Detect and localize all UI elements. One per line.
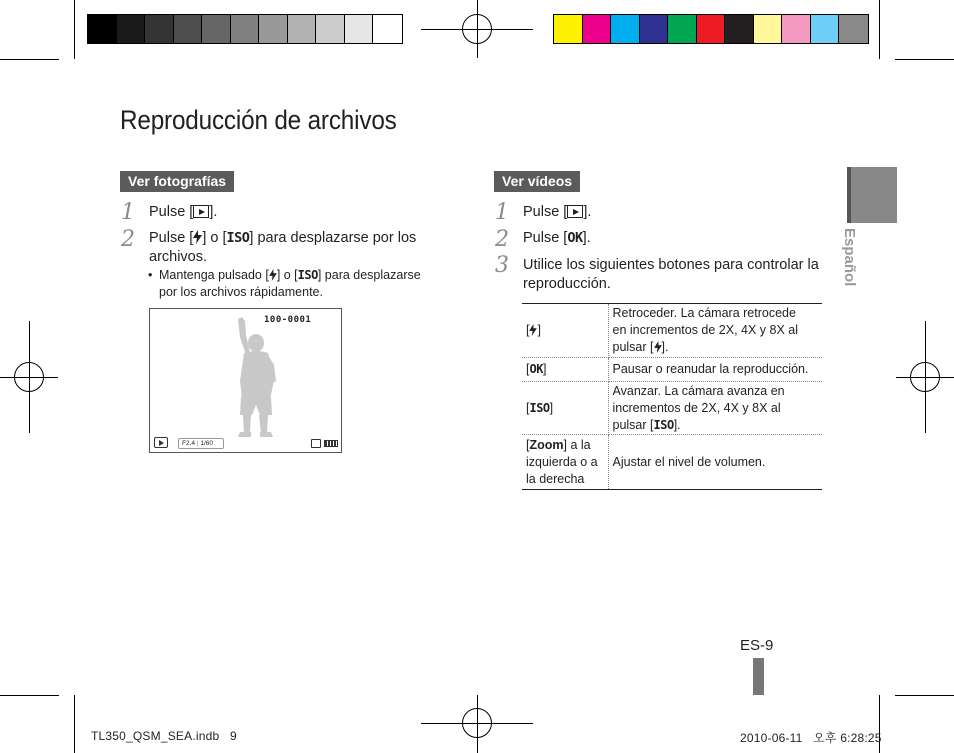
color-swatch xyxy=(554,15,583,43)
color-swatch xyxy=(754,15,783,43)
color-swatch xyxy=(583,15,612,43)
bullet-mark: • xyxy=(148,268,153,282)
step-text-part: reproducción. xyxy=(523,276,611,292)
zoom-key-label: Zoom xyxy=(529,437,564,452)
color-swatch xyxy=(640,15,669,43)
table-desc-cell xyxy=(608,382,822,435)
ok-icon: OK xyxy=(567,230,583,246)
desc-line: en incrementos de 2X, 4X y 8X al xyxy=(612,323,799,337)
iso-icon: ISO xyxy=(226,230,250,246)
table-row xyxy=(522,304,822,358)
flash-icon xyxy=(269,269,277,281)
step-text xyxy=(149,203,217,222)
step-text-part: Pulse [ xyxy=(149,230,194,246)
gray-swatch xyxy=(145,15,174,43)
aperture-value: F2.4 xyxy=(182,440,196,447)
play-icon xyxy=(154,437,168,448)
step-text-part: archivos. xyxy=(149,249,208,265)
step-text-part: ] o [ xyxy=(202,230,227,246)
color-swatch xyxy=(611,15,640,43)
step-text-part: Pulse [ xyxy=(523,204,568,220)
bracket: [ xyxy=(526,400,530,415)
color-swatch xyxy=(839,15,868,43)
language-tab-label xyxy=(840,228,860,298)
page-title: Reproducción de archivos xyxy=(120,105,397,135)
exposure-info xyxy=(178,438,224,449)
camera-playback-screen xyxy=(149,308,342,453)
bullet-text xyxy=(159,267,459,301)
step-number: 2 xyxy=(121,227,135,252)
play-icon xyxy=(193,205,209,218)
step-text xyxy=(523,256,833,294)
step-text-part: ]. xyxy=(582,230,591,246)
table-desc-cell: Pausar o reanudar la reproducción. xyxy=(608,358,822,382)
battery-icon xyxy=(324,440,338,447)
key-text: izquierda o a xyxy=(526,454,598,469)
key-text: la derecha xyxy=(526,471,585,486)
table-row xyxy=(522,382,822,435)
step-text xyxy=(523,229,591,248)
page-number: ES-9 xyxy=(740,637,774,654)
gray-swatch xyxy=(316,15,345,43)
table-row xyxy=(522,435,822,490)
desc-line: Retroceder. La cámara retrocede xyxy=(612,306,796,320)
desc-line: ]. xyxy=(661,340,669,354)
gray-swatch xyxy=(373,15,402,43)
flash-icon xyxy=(654,341,662,353)
person-silhouette xyxy=(220,317,290,439)
language-tab-edge xyxy=(847,167,851,223)
normal-mode-icon xyxy=(311,439,321,448)
bracket: ] xyxy=(542,362,547,376)
gray-swatch xyxy=(288,15,317,43)
bracket: [ xyxy=(526,437,530,452)
step-text xyxy=(149,229,449,267)
color-swatch xyxy=(697,15,726,43)
gray-swatch xyxy=(231,15,260,43)
grayscale-color-bar xyxy=(87,14,403,44)
language-tab xyxy=(847,167,897,223)
color-swatch xyxy=(811,15,840,43)
gray-swatch xyxy=(345,15,374,43)
desc-line: pulsar [ xyxy=(612,340,654,354)
file-number: 100-0001 xyxy=(264,315,312,325)
table-key-cell xyxy=(522,304,608,358)
table-desc-cell: Ajustar el nivel de volumen. xyxy=(608,435,822,490)
step-text-part: Pulse [ xyxy=(149,204,194,220)
play-icon xyxy=(567,205,583,218)
table-key-cell xyxy=(522,435,608,490)
step-number: 1 xyxy=(121,200,135,225)
gray-swatch xyxy=(88,15,117,43)
table-desc-cell xyxy=(608,304,822,358)
desc-line: incrementos de 2X, 4X y 8X al xyxy=(612,400,781,415)
step-text-part: ] para desplazarse por los xyxy=(249,230,417,246)
iso-icon: ISO xyxy=(297,268,318,282)
step-text xyxy=(523,203,591,222)
bracket: ] xyxy=(537,323,541,337)
gray-swatch xyxy=(117,15,146,43)
step-text-part: ]. xyxy=(209,204,218,220)
gray-swatch xyxy=(174,15,203,43)
flash-icon xyxy=(193,230,202,244)
step-number: 2 xyxy=(495,227,509,252)
shutter-value: 1/60 xyxy=(200,440,213,447)
step-number: 1 xyxy=(495,200,509,225)
bracket: [ xyxy=(526,323,530,337)
language-label-text: Español xyxy=(841,228,858,287)
gray-swatch xyxy=(259,15,288,43)
footer-file-info: TL350_QSM_SEA.indb 9 xyxy=(91,729,237,743)
bullet-text-part: ] o [ xyxy=(276,268,298,282)
table-key-cell xyxy=(522,358,608,382)
page-number-bar xyxy=(753,658,764,695)
color-swatch xyxy=(782,15,811,43)
process-color-bar xyxy=(553,14,869,44)
ok-icon: OK xyxy=(529,362,543,376)
step-number: 3 xyxy=(495,253,509,278)
bullet-text-part: Mantenga pulsado [ xyxy=(159,268,269,282)
footer-datetime: 2010-06-11 오후 6:28:25 xyxy=(740,731,882,745)
section-heading-videos: Ver vídeos xyxy=(494,171,580,192)
bullet-text-part: ] para desplazarse xyxy=(317,268,421,282)
step-text-part: ]. xyxy=(583,204,592,220)
bracket: ] xyxy=(549,400,554,415)
gray-swatch xyxy=(202,15,231,43)
step-text-part: Pulse [ xyxy=(523,230,568,246)
bracket: [ xyxy=(526,362,530,376)
desc-line: Avanzar. La cámara avanza en xyxy=(612,383,785,398)
table-row xyxy=(522,358,822,382)
section-heading-photos: Ver fotografías xyxy=(120,171,234,192)
key-text: ] a la xyxy=(563,437,591,452)
desc-line: pulsar [ xyxy=(612,417,654,432)
bullet-text-part: por los archivos rápidamente. xyxy=(159,285,323,299)
info-divider: | xyxy=(195,440,201,447)
playback-controls-table xyxy=(522,303,822,490)
iso-icon: ISO xyxy=(529,400,550,415)
color-swatch xyxy=(725,15,754,43)
iso-icon: ISO xyxy=(653,417,674,432)
step-text-part: Utilice los siguientes botones para controlar la xyxy=(523,257,819,273)
color-swatch xyxy=(668,15,697,43)
table-key-cell xyxy=(522,382,608,435)
desc-line: ]. xyxy=(673,417,681,432)
